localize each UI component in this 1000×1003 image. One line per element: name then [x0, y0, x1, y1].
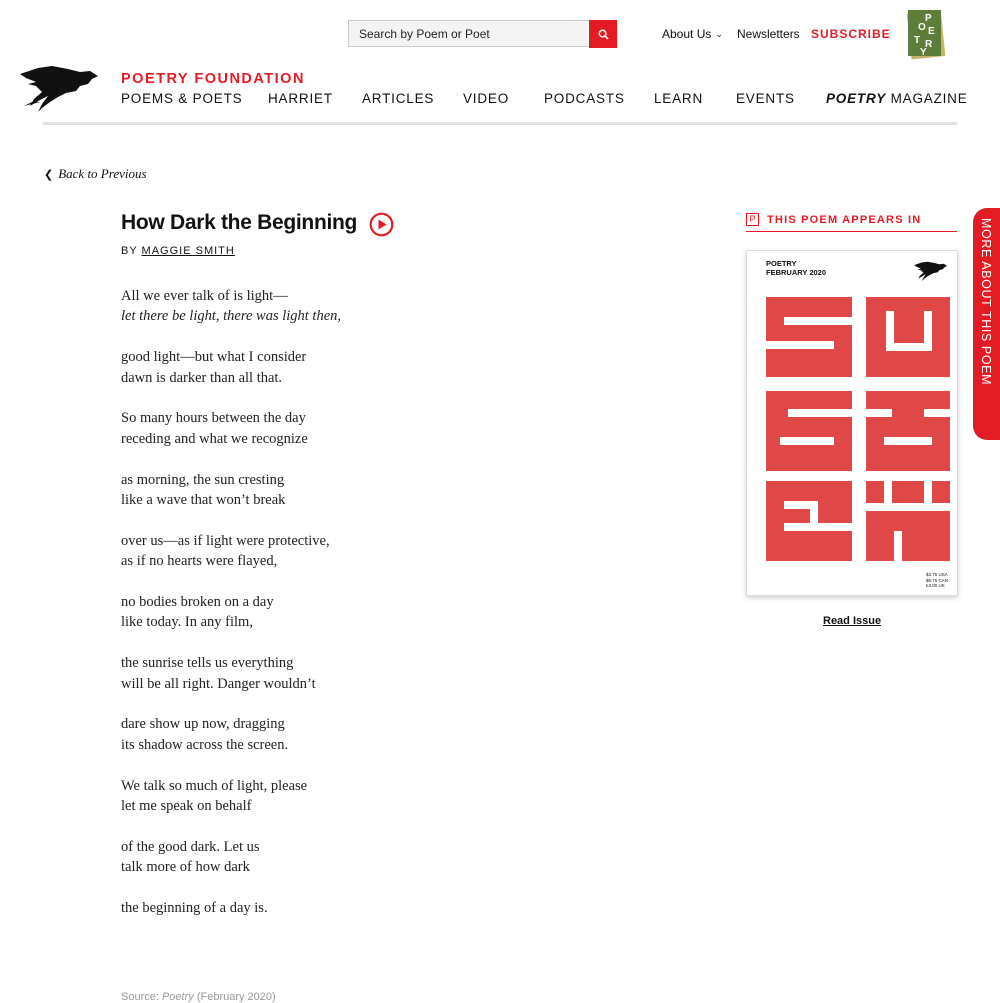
poem-line: good light—but what I consider	[121, 349, 307, 366]
stanza	[121, 531, 341, 572]
chevron-down-icon: ⌄	[981, 595, 991, 607]
nav-poetry-magazine[interactable]	[826, 91, 968, 106]
more-about-poem-label: MORE ABOUT THIS POEM	[979, 218, 993, 386]
chevron-left-icon: ❮	[44, 169, 54, 181]
badge-letter: R	[925, 39, 933, 50]
search-button[interactable]	[589, 20, 617, 48]
search-input[interactable]	[349, 26, 591, 42]
poem-line: as morning, the sun cresting	[121, 471, 285, 488]
about-us-menu[interactable]	[662, 27, 723, 41]
poem-title: How Dark the Beginning	[121, 211, 358, 234]
stanza	[121, 837, 341, 878]
badge-letter: P	[925, 13, 932, 24]
nav-learn[interactable]: LEARN	[654, 91, 704, 106]
subscribe-link[interactable]: SUBSCRIBE	[811, 27, 891, 41]
back-to-previous-link[interactable]	[44, 166, 147, 182]
read-issue-link[interactable]: Read Issue	[823, 615, 882, 627]
nav-poems-poets[interactable]: POEMS & POETS	[121, 91, 243, 106]
poem-line: let there be light, there was light then,	[121, 308, 342, 325]
more-about-poem-tab[interactable]	[973, 208, 1000, 607]
badge-letter: T	[914, 35, 921, 46]
nav-poetry-magazine-em: POETRY	[826, 91, 887, 106]
poem-line: We talk so much of light, please	[121, 777, 308, 794]
poem-line: like a wave that won’t break	[121, 492, 286, 509]
cover-bird-icon	[913, 260, 949, 282]
stanza	[121, 347, 341, 388]
poem-line: So many hours between the day	[121, 410, 306, 427]
poetry-magazine-badge[interactable]	[905, 8, 945, 60]
play-icon[interactable]	[369, 212, 394, 237]
poem-line: receding and what we recognize	[121, 430, 308, 447]
brand-name[interactable]: POETRY FOUNDATION	[121, 71, 305, 87]
poem-line: no bodies broken on a day	[121, 594, 274, 611]
poem-line: dare show up now, dragging	[121, 716, 285, 733]
cover-price-line: £3.00 UK	[926, 583, 945, 588]
poem-line: as if no hearts were flayed,	[121, 553, 278, 570]
cover-artwork	[766, 297, 950, 561]
source-title: Poetry	[161, 991, 194, 1003]
badge-letter: E	[928, 26, 935, 37]
appears-in-label: THIS POEM APPEARS IN	[767, 213, 922, 226]
nav-podcasts[interactable]: PODCASTS	[544, 91, 625, 106]
stanza	[121, 470, 341, 511]
poem-line: the beginning of a day is.	[121, 900, 268, 917]
badge-letter: O	[918, 22, 926, 33]
nav-articles[interactable]: ARTICLES	[362, 91, 435, 106]
search-icon	[598, 29, 609, 40]
nav-events[interactable]: EVENTS	[736, 91, 795, 106]
byline-prefix: BY	[121, 245, 138, 257]
cover-issue-date: FEBRUARY 2020	[766, 267, 827, 277]
cover-price-line: $5.75 CAN	[926, 577, 949, 583]
stanza	[121, 286, 341, 327]
poem-line: its shadow across the screen.	[121, 736, 289, 753]
chevron-down-icon: ⌄	[715, 29, 723, 39]
poem-line: let me speak on behalf	[121, 798, 252, 815]
cover-price-line: $3.75 USA	[926, 572, 948, 577]
byline	[121, 245, 235, 257]
nav-video[interactable]: VIDEO	[463, 91, 510, 106]
author-link[interactable]: MAGGIE SMITH	[141, 245, 235, 257]
stanza	[121, 776, 341, 817]
newsletters-link[interactable]: Newsletters	[737, 27, 800, 41]
stanza	[121, 898, 341, 918]
stanza	[121, 714, 341, 755]
poem-line: the sunrise tells us everything	[121, 655, 294, 672]
back-label: Back to Previous	[58, 166, 147, 181]
appears-in-header	[746, 213, 957, 232]
nav-harriet[interactable]: HARRIET	[268, 91, 333, 106]
poem-line: dawn is darker than all that.	[121, 369, 283, 386]
nav-poetry-magazine-rest: MAGAZINE	[886, 91, 968, 106]
badge-letter: Y	[920, 47, 927, 58]
bird-logo-icon[interactable]	[18, 62, 102, 114]
poem-line: like today. In any film,	[121, 614, 253, 631]
cover-prices	[926, 572, 948, 589]
poem-line: talk more of how dark	[121, 859, 250, 876]
stanza	[121, 653, 341, 694]
poem-line: over us—as if light were protective,	[121, 532, 330, 549]
stanza	[121, 408, 341, 449]
about-us-label: About Us	[662, 27, 712, 41]
poem-body	[121, 286, 341, 939]
poem-line: All we ever talk of is light—	[121, 288, 288, 304]
source-prefix: Source:	[121, 991, 162, 1003]
cover-title: POETRY	[766, 259, 797, 268]
source-date: (February 2020)	[193, 991, 276, 1003]
stanza	[121, 592, 341, 633]
poem-source	[121, 991, 276, 1003]
poem-line: will be all right. Danger wouldn’t	[121, 675, 316, 692]
header-divider	[43, 122, 957, 125]
magazine-cover[interactable]	[746, 250, 958, 596]
poem-line: of the good dark. Let us	[121, 838, 260, 855]
p-icon: P	[746, 213, 759, 226]
cover-masthead	[766, 260, 826, 277]
search-box[interactable]	[348, 20, 616, 47]
